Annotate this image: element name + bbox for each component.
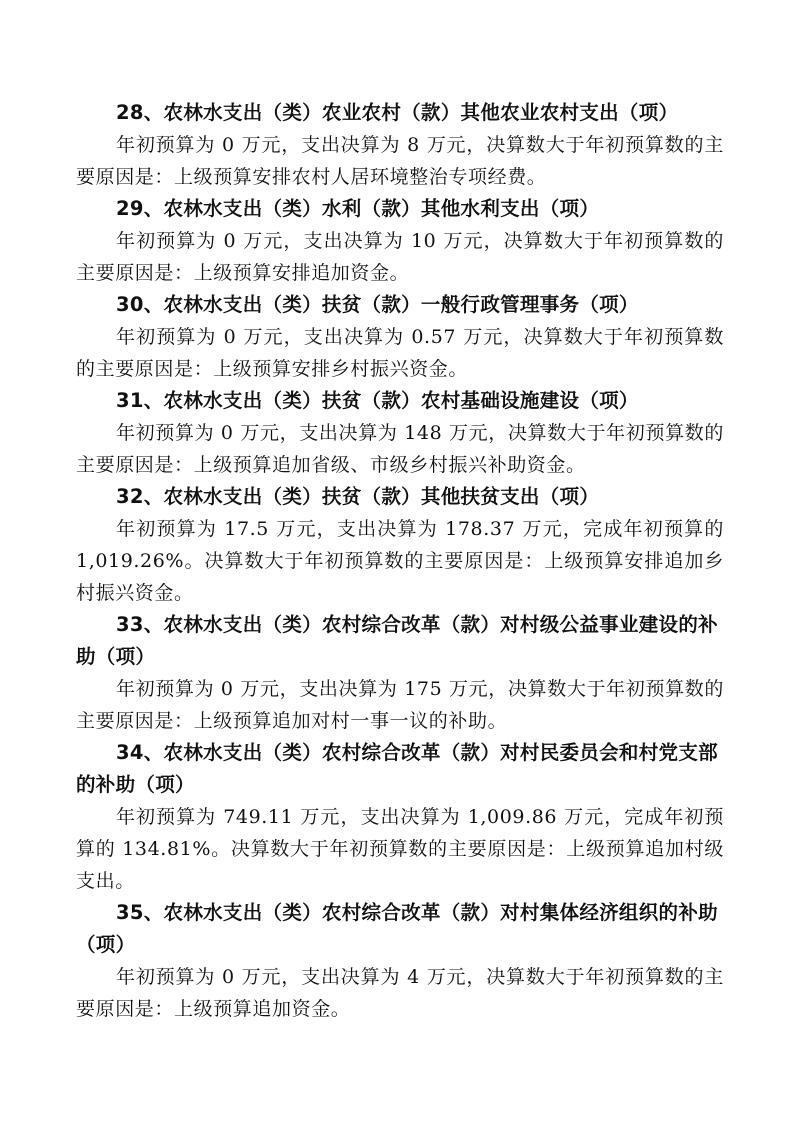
- section-body-32: 年初预算为 17.5 万元，支出决算为 178.37 万元，完成年初预算的 1,019.26%。决算数大于年初预算数的主要原因是：上级预算安排追加乡村振兴资金。: [76, 518, 724, 604]
- section-heading-28: 28、农林水支出（类）农业农村（款）其他农业农村支出（项）: [116, 101, 679, 124]
- section-heading-34: 34、农林水支出（类）农村综合改革（款）对村民委员会和村党支部的补助（项）: [76, 741, 718, 796]
- section-heading-29: 29、农林水支出（类）水利（款）其他水利支出（项）: [116, 197, 600, 220]
- section-body-29: 年初预算为 0 万元，支出决算为 10 万元，决算数大于年初预算数的主要原因是：上级预算安排追加资金。: [76, 230, 724, 284]
- section-heading-30: 30、农林水支出（类）扶贫（款）一般行政管理事务（项）: [116, 293, 639, 316]
- section-heading-33: 33、农林水支出（类）农村综合改革（款）对村级公益事业建设的补助（项）: [76, 613, 718, 668]
- section-heading-35: 35、农林水支出（类）农村综合改革（款）对村集体经济组织的补助（项）: [76, 901, 718, 956]
- document-content: [76, 97, 724, 1025]
- section-body-28: 年初预算为 0 万元，支出决算为 8 万元，决算数大于年初预算数的主要原因是：上级预算安排农村人居环境整治专项经费。: [76, 134, 724, 188]
- section-heading-32: 32、农林水支出（类）扶贫（款）其他扶贫支出（项）: [116, 485, 600, 508]
- section-body-34: 年初预算为 749.11 万元，支出决算为 1,009.86 万元，完成年初预算的 134.81%。决算数大于年初预算数的主要原因是：上级预算追加村级支出。: [76, 806, 724, 892]
- section-body-31: 年初预算为 0 万元，支出决算为 148 万元，决算数大于年初预算数的主要原因是：上级预算追加省级、市级乡村振兴补助资金。: [76, 422, 724, 476]
- section-body-33: 年初预算为 0 万元，支出决算为 175 万元，决算数大于年初预算数的主要原因是：上级预算追加对村一事一议的补助。: [76, 678, 724, 732]
- section-heading-31: 31、农林水支出（类）扶贫（款）农村基础设施建设（项）: [116, 389, 639, 412]
- section-body-35: 年初预算为 0 万元，支出决算为 4 万元，决算数大于年初预算数的主要原因是：上级预算追加资金。: [76, 966, 724, 1020]
- section-body-30: 年初预算为 0 万元，支出决算为 0.57 万元，决算数大于年初预算数的主要原因是：上级预算安排乡村振兴资金。: [76, 326, 724, 380]
